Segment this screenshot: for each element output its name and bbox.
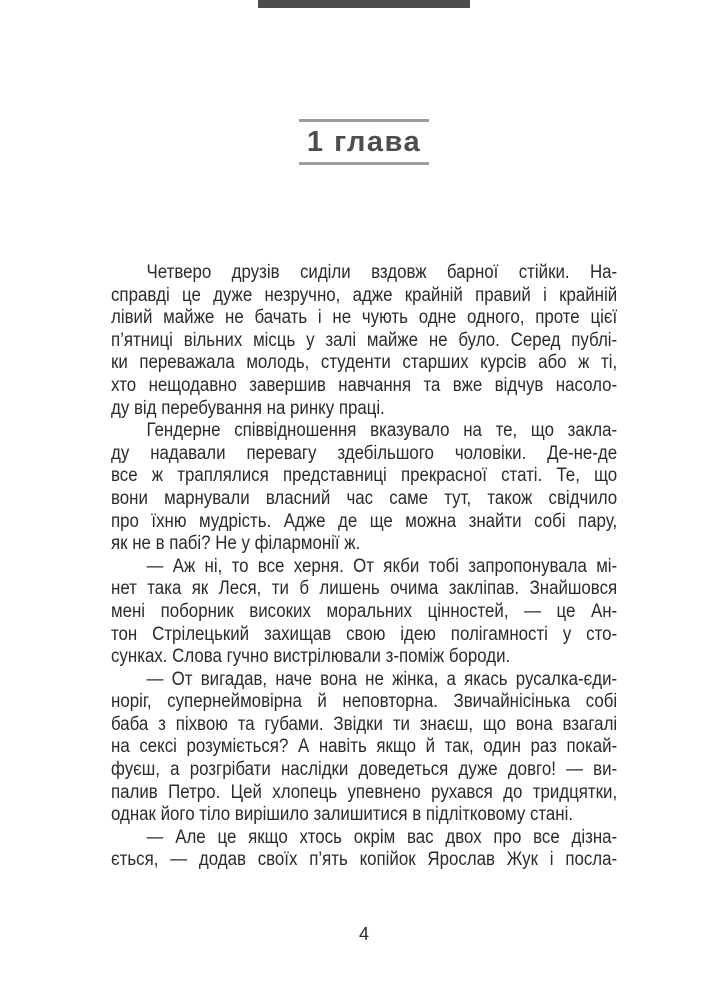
text-line: п’ятниці вільних місць у залі майже не було. Серед публі- [111,329,618,351]
text-line: на сексі розуміється? А навіть якщо й так, один раз покай- [111,736,618,758]
text-line: однак його тіло вирішило залишитися в підлітковому стані. [111,804,574,826]
text-line: справді це дуже незручно, адже крайній правий і крайній [111,284,618,306]
text-line: вони марнували власний час саме тут, також свідчило [111,487,618,509]
text-line: баба з піхвою та губами. Звідки ти знаєш, що вона взагалі [111,713,618,735]
text-line: тон Стрілецький захищав свою ідею полігамності у сто- [111,623,618,645]
text-line: фуєш, а розгрібати наслідки доведеться дуже довго! — ви- [111,759,618,781]
text-line: Четверо друзів сиділи вздовж барної стійки. На- [146,262,618,283]
text-line: ду надавали перевагу здебільшого чоловіки. Де-не-де [111,442,618,464]
page-number: 4 [358,924,369,944]
text-line: — Аж ні, то все херня. От якби тобі запропонувала мі- [146,555,618,577]
chapter-rule-bottom [299,162,429,165]
text-line: мені поборник високих моральних цінностей, — це Ан- [111,600,618,622]
text-line: нет така як Леся, ти б лишень очима закліпав. Знайшовся [111,578,618,600]
text-line: сунках. Слова гучно вистрілювали з-поміж бороди. [111,646,511,668]
text-line: ється, — додав своїх п’ять копійок Ярослав Жук і посла- [111,849,618,871]
text-line: норіг, супернеймовірна й неповторна. Звичайнісінька собі [111,691,618,713]
body-text [111,262,617,872]
text-line: як не в пабі? Не у філармонії ж. [111,533,361,555]
text-line: Гендерне співвідношення вказувало на те, що закла- [146,420,618,442]
text-line: лівий майже не бачать і не чують одне одного, проте цієї [111,307,618,329]
text-line: про їхню мудрість. Адже де ще можна знайти собі пару, [111,510,618,532]
top-cutoff-bar [258,0,470,8]
text-line: все ж траплялися представниці прекрасної статі. Те, що [111,465,618,487]
chapter-heading [0,119,728,165]
text-line: палив Петро. Цей хлопець упевнено рухався до тридцятки, [111,781,618,803]
chapter-title: 1 глава [306,126,422,158]
text-line: ки переважала молодь, студенти старших курсів або ж ті, [111,352,618,374]
text-line: — От вигадав, наче вона не жінка, а якась русалка-єди- [146,668,618,690]
text-line: хто нещодавно завершив навчання та вже відчув насоло- [111,374,618,396]
text-line: ду від перебування на ринку праці. [111,397,385,419]
text-line: — Але це якщо хтось окрім вас двох про все дізна- [146,826,618,848]
